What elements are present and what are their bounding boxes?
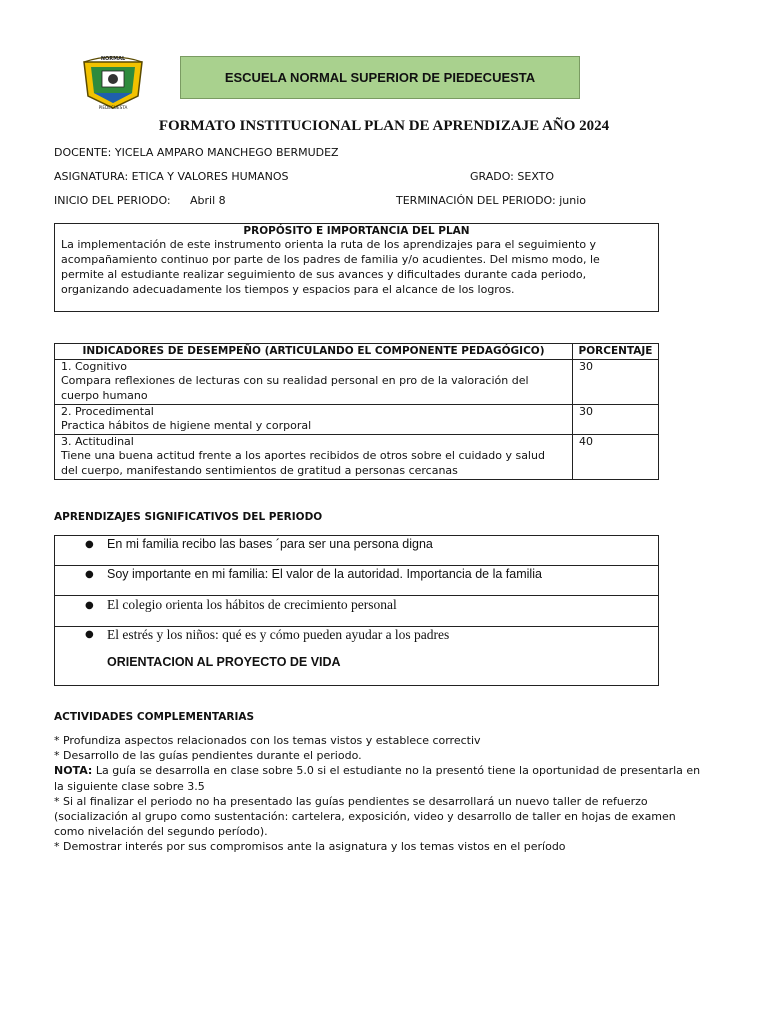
inicio-value: Abril 8 xyxy=(190,194,226,207)
list-item xyxy=(55,566,658,596)
purpose-line: permite al estudiante realizar seguimiento de sus avances y dificultades durante cada periodo, xyxy=(61,268,587,281)
bullet-icon: ● xyxy=(85,629,94,640)
aprendizajes-title: APRENDIZAJES SIGNIFICATIVOS DEL PERIODO xyxy=(54,511,323,523)
purpose-title: PROPÓSITO E IMPORTANCIA DEL PLAN xyxy=(243,225,470,237)
document-title: FORMATO INSTITUCIONAL PLAN DE APRENDIZAJE AÑO 2024 xyxy=(158,118,610,134)
purpose-line: acompañamiento continuo por parte de los padres de familia y/o acudientes. Del mismo modo, le xyxy=(61,253,600,266)
crest-bottom-text: PIEDECUESTA xyxy=(98,105,128,110)
percentage-cell: 30 xyxy=(573,359,659,404)
aprendizaje-text: El colegio orienta los hábitos de crecimiento personal xyxy=(107,597,397,612)
list-item xyxy=(55,596,658,627)
bullet-icon: ● xyxy=(85,539,94,550)
indicator-line: Practica hábitos de higiene mental y corporal xyxy=(61,419,312,432)
terminacion-line: TERMINACIÓN DEL PERIODO: junio xyxy=(396,194,587,207)
table-row xyxy=(55,359,659,404)
nota-line xyxy=(54,763,734,778)
indicator-line: Tiene una buena actitud frente a los aportes recibidos de otros sobre el cuidado y salud xyxy=(61,449,545,462)
purpose-line: La implementación de este instrumento orienta la ruta de los aprendizajes para el seguimiento y xyxy=(61,238,597,251)
asignatura-line: ASIGNATURA: ETICA Y VALORES HUMANOS xyxy=(54,170,289,183)
aprendizaje-text: El estrés y los niños: qué es y cómo pueden ayudar a los padres xyxy=(107,627,450,642)
school-name-banner xyxy=(180,56,580,99)
percentage-cell: 30 xyxy=(573,404,659,434)
aprendizaje-text: Soy importante en mi familia: El valor de la autoridad. Importancia de la familia xyxy=(107,567,542,581)
actividad-line: * Profundiza aspectos relacionados con los temas vistos y establece correctiv xyxy=(54,734,481,747)
school-name: ESCUELA NORMAL SUPERIOR DE PIEDECUESTA xyxy=(224,70,536,85)
school-crest-icon xyxy=(80,52,146,110)
table-row xyxy=(55,404,659,434)
grado-line: GRADO: SEXTO xyxy=(470,170,555,183)
bullet-icon: ● xyxy=(85,600,94,611)
actividad-line: * Demostrar interés por sus compromisos ante la asignatura y los temas vistos en el período xyxy=(54,840,566,854)
docente-line: DOCENTE: YICELA AMPARO MANCHEGO BERMUDEZ xyxy=(54,146,339,159)
crest-top-text: NORMAL xyxy=(100,56,126,62)
purpose-line: organizando adecuadamente los tiempos y espacios para el alcance de los logros. xyxy=(61,283,515,296)
actividad-line: * Desarrollo de las guías pendientes durante el periodo. xyxy=(54,749,362,763)
table-header-row xyxy=(55,344,659,360)
indicator-line: 3. Actitudinal xyxy=(61,434,134,448)
purpose-body xyxy=(61,237,652,297)
indicator-line: cuerpo humano xyxy=(61,388,148,402)
indicator-line: del cuerpo, manifestando sentimientos de gratitud a personas cercanas xyxy=(61,463,458,477)
actividad-line: * Si al finalizar el periodo no ha presentado las guías pendientes se desarrollará un nuevo taller de refuerzo xyxy=(54,794,648,808)
indicator-line: Compara reflexiones de lecturas con su realidad personal en pro de la valoración del xyxy=(61,374,529,387)
purpose-box xyxy=(54,223,659,312)
actividad-line: como nivelación del segundo período). xyxy=(54,825,268,839)
percentage-header: PORCENTAJE xyxy=(573,344,659,360)
indicator-cell xyxy=(55,404,573,434)
actividades-body xyxy=(54,733,734,855)
indicators-header: INDICADORES DE DESEMPEÑO (ARTICULANDO EL COMPONENTE PEDAGÓGICO) xyxy=(55,344,573,360)
actividad-line: (socialización al grupo como sustentación: cartelera, exposición, video y desarrollo de taller en hojas de examen xyxy=(54,810,676,824)
indicators-table xyxy=(54,343,659,480)
inicio-label: INICIO DEL PERIODO: xyxy=(54,194,171,207)
nota-text: La guía se desarrolla en clase sobre 5.0 si el estudiante no la presentó tiene la oportunidad de presentarla en xyxy=(92,764,701,778)
actividad-line: la siguiente clase sobre 3.5 xyxy=(54,779,205,793)
list-item xyxy=(55,536,658,566)
indicator-line: 1. Cognitivo xyxy=(61,359,128,373)
orientacion-heading: ORIENTACION AL PROYECTO DE VIDA xyxy=(107,655,341,669)
indicator-cell xyxy=(55,434,573,479)
list-item xyxy=(55,627,658,685)
aprendizajes-box xyxy=(54,535,659,686)
actividades-title: ACTIVIDADES COMPLEMENTARIAS xyxy=(54,711,255,723)
table-row xyxy=(55,434,659,479)
nota-label: NOTA: xyxy=(54,764,93,778)
aprendizaje-text: En mi familia recibo las bases ´para ser una persona digna xyxy=(107,537,433,551)
bullet-icon: ● xyxy=(85,569,94,580)
indicator-cell xyxy=(55,359,573,404)
percentage-cell: 40 xyxy=(573,434,659,479)
indicator-line: 2. Procedimental xyxy=(61,404,154,418)
